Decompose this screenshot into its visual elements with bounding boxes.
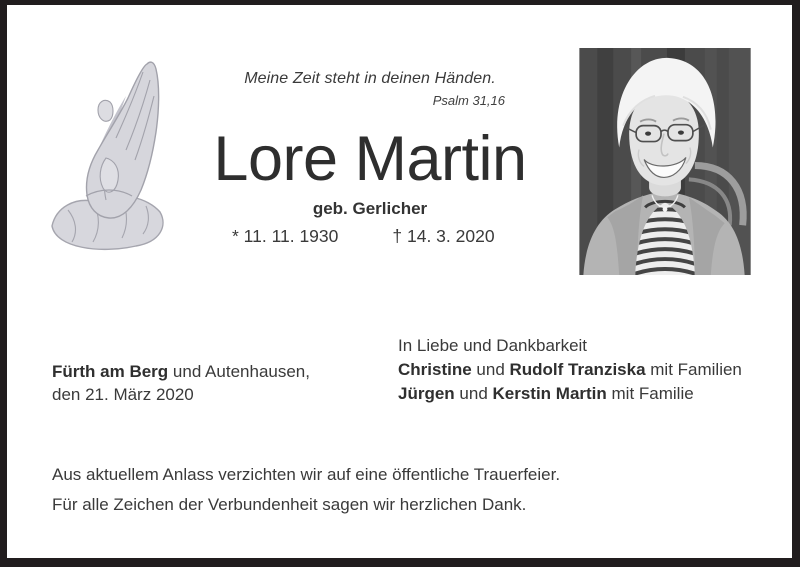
mourners-suffix: mit Familie: [606, 384, 694, 403]
place-secondary: und Autenhausen,: [168, 362, 310, 381]
mourner-name: Kerstin Martin: [492, 384, 607, 403]
mourner-name: Christine: [398, 360, 472, 379]
mourners-conjunction: und: [454, 384, 493, 403]
deceased-name: Lore Martin: [213, 124, 527, 194]
closing-message: [52, 460, 560, 519]
message-line-1: Aus aktuellem Anlass verzichten wir auf eine öffentliche Trauerfeier.: [52, 465, 561, 484]
mourners-line: [398, 358, 742, 382]
portrait-photo-icon: [579, 48, 751, 275]
mourners-suffix: mit Familien: [645, 360, 742, 379]
quote-block: [200, 68, 540, 111]
portrait-of-deceased: [579, 48, 751, 275]
scripture-reference: Psalm 31,16: [432, 93, 505, 108]
obituary-page: [7, 5, 792, 558]
dateline-places: [52, 360, 310, 383]
place-primary: Fürth am Berg: [52, 362, 169, 381]
mourners-intro: In Liebe und Dankbarkeit: [398, 336, 588, 355]
scripture-quote: Meine Zeit steht in deinen Händen.: [244, 70, 496, 87]
praying-hands-icon: [48, 58, 188, 258]
mourner-name: Jürgen: [398, 384, 455, 403]
birth-date: * 11. 11. 1930: [232, 226, 339, 246]
mourners-conjunction: und: [471, 360, 510, 379]
death-date: † 14. 3. 2020: [392, 226, 495, 246]
praying-hands-illustration: [48, 58, 188, 258]
message-line-2: Für alle Zeichen der Verbundenheit sagen wir herzlichen Dank.: [52, 494, 527, 514]
life-dates: [232, 226, 495, 247]
dateline: [52, 360, 310, 406]
maiden-name: geb. Gerlicher: [312, 199, 428, 218]
mourner-name: Rudolf Tranziska: [509, 360, 646, 379]
mourners-line: [398, 382, 742, 406]
dateline-date: den 21. März 2020: [52, 385, 194, 404]
mourners-block: [398, 334, 742, 406]
